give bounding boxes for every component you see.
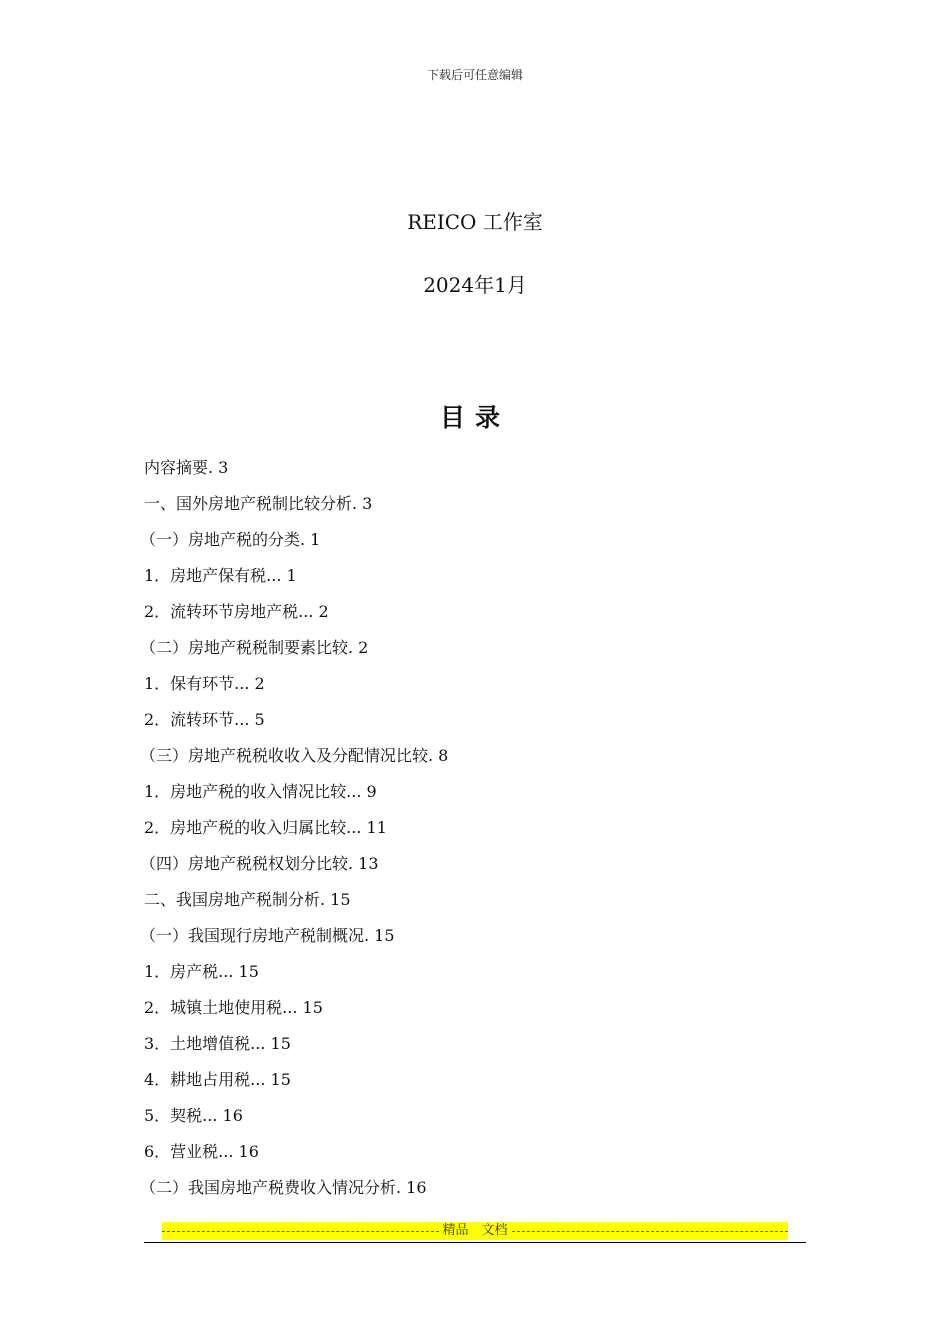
toc-entry[interactable]: 内容摘要. 3 xyxy=(144,458,229,477)
organization-name: REICO 工作室 xyxy=(407,210,543,234)
toc-title: 目录 xyxy=(439,403,510,432)
toc-entry[interactable]: 3．土地增值税... 15 xyxy=(144,1034,291,1053)
toc-entry[interactable]: 1．房地产税的收入情况比较... 9 xyxy=(144,782,377,801)
document-date: 2024年1月 xyxy=(423,273,527,297)
toc-entry[interactable]: 2．流转环节房地产税... 2 xyxy=(144,602,329,621)
toc-entry[interactable]: （四）房地产税税权划分比较. 13 xyxy=(140,854,379,873)
toc-entry[interactable]: （二）房地产税税制要素比较. 2 xyxy=(140,638,369,657)
toc-entry[interactable]: （一）房地产税的分类. 1 xyxy=(140,530,321,549)
toc-entry[interactable]: 二、我国房地产税制分析. 15 xyxy=(144,890,351,909)
toc-entry[interactable]: 6．营业税... 16 xyxy=(144,1142,259,1161)
toc-entry[interactable]: （一）我国现行房地产税制概况. 15 xyxy=(140,926,395,945)
toc-entry[interactable]: （二）我国房地产税费收入情况分析. 16 xyxy=(140,1178,427,1197)
toc-entry[interactable]: 5．契税... 16 xyxy=(144,1106,243,1125)
footer-dash-left xyxy=(162,1231,439,1232)
footer-rule xyxy=(144,1242,806,1243)
toc-entry[interactable]: 4．耕地占用税... 15 xyxy=(144,1070,291,1089)
toc-entry[interactable]: 1．保有环节... 2 xyxy=(144,674,265,693)
toc-entry[interactable]: 2．城镇土地使用税... 15 xyxy=(144,998,323,1017)
toc-entry[interactable]: 1．房地产保有税... 1 xyxy=(144,566,297,585)
page-header-note: 下载后可任意编辑 xyxy=(426,68,523,82)
footer-label: 精品 文档 xyxy=(442,1223,508,1238)
toc-entry[interactable]: 一、国外房地产税制比较分析. 3 xyxy=(144,494,373,513)
toc-entry[interactable]: 2．流转环节... 5 xyxy=(144,710,265,729)
footer-dash-right xyxy=(512,1231,788,1232)
toc-entry[interactable]: （三）房地产税税收收入及分配情况比较. 8 xyxy=(140,746,449,765)
table-of-contents xyxy=(140,457,824,1213)
toc-entry[interactable]: 1．房产税... 15 xyxy=(144,962,259,981)
toc-entry[interactable]: 2．房地产税的收入归属比较... 11 xyxy=(144,818,387,837)
footer-highlight-bar xyxy=(162,1222,788,1240)
